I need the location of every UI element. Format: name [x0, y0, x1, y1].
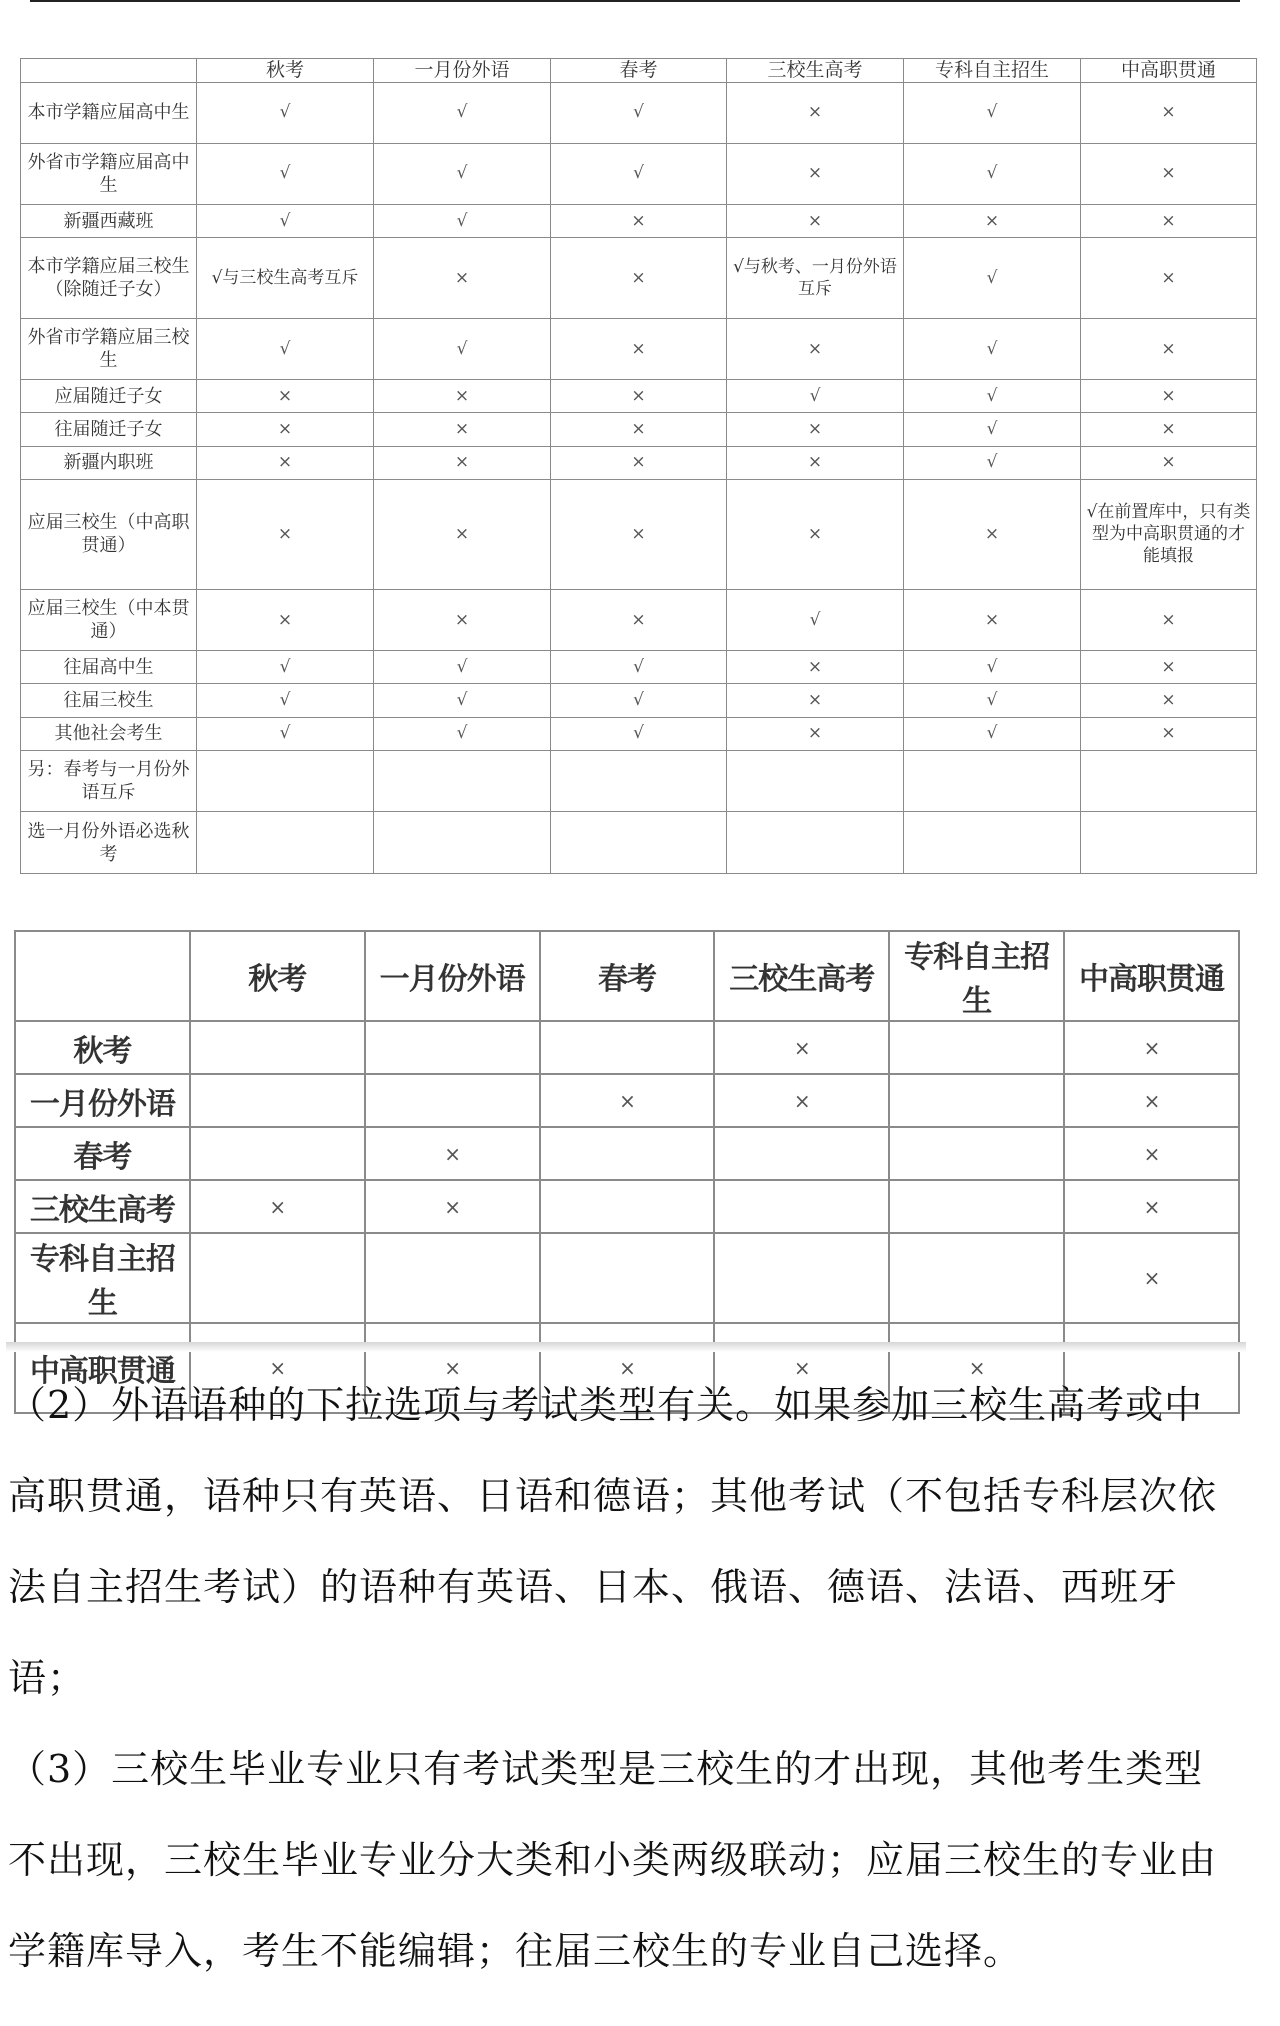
- table-cell: ×: [1081, 651, 1257, 684]
- table-row: [21, 684, 1257, 717]
- table-cell: ×: [1081, 717, 1257, 750]
- row-label: 外省市学籍应届高中生: [21, 143, 197, 205]
- header-cell: 中高职贯通: [1081, 59, 1257, 83]
- table-row: [21, 238, 1257, 318]
- table-cell: [889, 1021, 1064, 1074]
- table-cell: ×: [374, 479, 551, 589]
- table-cell: √: [904, 684, 1081, 717]
- table-cell: [540, 1233, 715, 1323]
- table-cell: [540, 1127, 715, 1180]
- table-cell: √: [374, 205, 551, 238]
- row-label: 应届三校生（中高职贯通）: [21, 479, 197, 589]
- table-cell: √: [374, 143, 551, 205]
- row-label: 另：春考与一月份外语互斥: [21, 750, 197, 812]
- table-cell: ×: [1081, 589, 1257, 651]
- table-cell: √在前置库中，只有类型为中高职贯通的才能填报: [1081, 479, 1257, 589]
- table-cell: [190, 1074, 365, 1127]
- table-row: [21, 651, 1257, 684]
- table-cell: √: [197, 205, 374, 238]
- table-cell: ×: [1081, 143, 1257, 205]
- header-cell: 三校生高考: [727, 59, 904, 83]
- table-cell: [197, 750, 374, 812]
- table-row: [21, 380, 1257, 413]
- table-cell: ×: [551, 238, 727, 318]
- table-cell: ×: [714, 1021, 889, 1074]
- table-cell: ×: [904, 205, 1081, 238]
- table-cell: [889, 1180, 1064, 1233]
- row-label: 应届随迁子女: [21, 380, 197, 413]
- table-cell: √: [197, 318, 374, 380]
- table-cell: ×: [551, 413, 727, 446]
- table-cell: ×: [551, 589, 727, 651]
- table-cell: [540, 1021, 715, 1074]
- table-row: [21, 717, 1257, 750]
- table-row: [21, 205, 1257, 238]
- table-cell: √: [904, 238, 1081, 318]
- table-row: [21, 589, 1257, 651]
- table-cell: [714, 1233, 889, 1323]
- table-cell: ×: [551, 446, 727, 479]
- table-row: [21, 446, 1257, 479]
- table-cell: √: [551, 83, 727, 144]
- table-cell: √: [904, 446, 1081, 479]
- header-cell: [15, 931, 190, 1021]
- table-row: [15, 1074, 1239, 1127]
- table-cell: ×: [714, 1323, 889, 1413]
- table-cell: ×: [190, 1180, 365, 1233]
- row-label: 其他社会考生: [21, 717, 197, 750]
- table-cell: √: [904, 318, 1081, 380]
- table-cell: ×: [1064, 1021, 1239, 1074]
- table-cell: ×: [197, 479, 374, 589]
- table-cell: [190, 1233, 365, 1323]
- table-cell: [904, 812, 1081, 874]
- table-cell: √: [904, 651, 1081, 684]
- table-cell: [540, 1180, 715, 1233]
- table-row: [15, 1127, 1239, 1180]
- table-cell: ×: [714, 1074, 889, 1127]
- table-cell: ×: [727, 479, 904, 589]
- table-cell: [1081, 812, 1257, 874]
- table-cell: ×: [727, 717, 904, 750]
- table-cell: ×: [727, 83, 904, 144]
- table-cell: ×: [197, 380, 374, 413]
- table-cell: ×: [190, 1323, 365, 1413]
- table-cell: [889, 1127, 1064, 1180]
- row-label: 新疆西藏班: [21, 205, 197, 238]
- table-cell: √与三校生高考互斥: [197, 238, 374, 318]
- table-cell: ×: [727, 318, 904, 380]
- table-cell: √: [551, 143, 727, 205]
- table-cell: [714, 1180, 889, 1233]
- row-label: 往届高中生: [21, 651, 197, 684]
- table-cell: √: [551, 651, 727, 684]
- table-cell: √: [727, 380, 904, 413]
- table-cell: ×: [540, 1074, 715, 1127]
- row-label: 选一月份外语必选秋考: [21, 812, 197, 874]
- eligibility-table: [20, 58, 1257, 874]
- table-cell: ×: [727, 143, 904, 205]
- header-cell: 一月份外语: [365, 931, 540, 1021]
- table-cell: ×: [1081, 318, 1257, 380]
- row-label: 应届三校生（中本贯通）: [21, 589, 197, 651]
- table-cell: ×: [727, 651, 904, 684]
- table-cell: √: [197, 83, 374, 144]
- table-cell: ×: [374, 589, 551, 651]
- table-cell: ×: [1081, 446, 1257, 479]
- row-label: 一月份外语: [15, 1074, 190, 1127]
- table-cell: √: [904, 413, 1081, 446]
- table-cell: [727, 750, 904, 812]
- table-cell: √: [374, 318, 551, 380]
- header-cell: 中高职贯通: [1064, 931, 1239, 1021]
- paragraph-language-options: （2）外语语种的下拉选项与考试类型有关。如果参加三校生高考或中高职贯通，语种只有英语、日语和德语；其他考试（不包括专科层次依法自主招生考试）的语种有英语、日本、俄语、德语、法语、西班牙语；: [8, 1383, 1218, 1700]
- row-label: 新疆内职班: [21, 446, 197, 479]
- table-cell: √: [374, 717, 551, 750]
- table-cell: ×: [551, 205, 727, 238]
- table-cell: ×: [374, 446, 551, 479]
- table-cell: √: [197, 143, 374, 205]
- row-label: 外省市学籍应届三校生: [21, 318, 197, 380]
- row-label: 秋考: [15, 1021, 190, 1074]
- table-cell: √: [904, 83, 1081, 144]
- table-cell: [365, 1233, 540, 1323]
- table-cell: ×: [1064, 1074, 1239, 1127]
- paragraph-graduate-major: （3）三校生毕业专业只有考试类型是三校生的才出现，其他考生类型不出现，三校生毕业专业分大类和小类两级联动；应届三校生的专业由学籍库导入，考生不能编辑；往届三校生的专业自己选择。: [8, 1747, 1218, 1973]
- top-rule: [30, 0, 1240, 2]
- table-cell: ×: [727, 413, 904, 446]
- header-cell: [21, 59, 197, 83]
- header-cell: 秋考: [197, 59, 374, 83]
- table-row: [15, 1233, 1239, 1323]
- header-cell: 春考: [551, 59, 727, 83]
- table-cell: ×: [1081, 238, 1257, 318]
- row-label: 三校生高考: [15, 1180, 190, 1233]
- table-cell: [374, 812, 551, 874]
- table-cell: [365, 1074, 540, 1127]
- header-cell: 专科自主招生: [889, 931, 1064, 1021]
- table-cell: √: [904, 717, 1081, 750]
- table-cell: [551, 812, 727, 874]
- table-cell: ×: [365, 1127, 540, 1180]
- table-cell: √: [197, 684, 374, 717]
- table-row: [21, 750, 1257, 812]
- table-cell: √: [551, 684, 727, 717]
- header-cell: 专科自主招生: [904, 59, 1081, 83]
- table-cell: ×: [904, 589, 1081, 651]
- table-cell: ×: [551, 318, 727, 380]
- table-cell: ×: [1081, 205, 1257, 238]
- table-cell: √: [374, 83, 551, 144]
- table-row: [21, 413, 1257, 446]
- table-cell: ×: [889, 1323, 1064, 1413]
- table-cell: ×: [374, 380, 551, 413]
- row-label: 春考: [15, 1127, 190, 1180]
- table-header-row: [15, 931, 1239, 1021]
- table-cell: √: [551, 717, 727, 750]
- row-label: 中高职贯通: [15, 1323, 190, 1413]
- table-cell: ×: [551, 479, 727, 589]
- table-cell: ×: [1064, 1233, 1239, 1323]
- table-cell: ×: [197, 446, 374, 479]
- table-row: [21, 83, 1257, 144]
- table-cell: [889, 1233, 1064, 1323]
- table-cell: [904, 750, 1081, 812]
- table-cell: ×: [1081, 413, 1257, 446]
- table-cell: ×: [365, 1180, 540, 1233]
- header-cell: 春考: [540, 931, 715, 1021]
- table-cell: √: [904, 380, 1081, 413]
- table-cell: [727, 812, 904, 874]
- table-row: [21, 479, 1257, 589]
- row-label: 本市学籍应届高中生: [21, 83, 197, 144]
- table-cell: ×: [1064, 1127, 1239, 1180]
- table-row: [15, 1021, 1239, 1074]
- table-cell: √: [197, 651, 374, 684]
- table-cell: √与秋考、一月份外语互斥: [727, 238, 904, 318]
- table-cell: ×: [1081, 684, 1257, 717]
- table-cell: √: [727, 589, 904, 651]
- table-cell: ×: [540, 1323, 715, 1413]
- table-cell: ×: [727, 446, 904, 479]
- row-label: 往届随迁子女: [21, 413, 197, 446]
- header-cell: 秋考: [190, 931, 365, 1021]
- table-cell: [1081, 750, 1257, 812]
- table-cell: [551, 750, 727, 812]
- table-cell: √: [374, 684, 551, 717]
- table-cell: [365, 1021, 540, 1074]
- table-cell: √: [374, 651, 551, 684]
- table-cell: [190, 1127, 365, 1180]
- header-cell: 三校生高考: [714, 931, 889, 1021]
- table-cell: ×: [1081, 83, 1257, 144]
- row-label: 本市学籍应届三校生（除随迁子女）: [21, 238, 197, 318]
- table-cell: ×: [374, 238, 551, 318]
- table-cell: ×: [727, 205, 904, 238]
- table-shadow: [6, 1342, 1246, 1352]
- table-cell: ×: [1064, 1180, 1239, 1233]
- table-cell: ×: [197, 413, 374, 446]
- row-label: 专科自主招生: [15, 1233, 190, 1323]
- table-cell: ×: [727, 684, 904, 717]
- table-row: [21, 812, 1257, 874]
- table-cell: ×: [904, 479, 1081, 589]
- table-row: [21, 318, 1257, 380]
- table-row: [15, 1180, 1239, 1233]
- header-cell: 一月份外语: [374, 59, 551, 83]
- table-cell: [190, 1021, 365, 1074]
- table-cell: ×: [374, 413, 551, 446]
- table-cell: [374, 750, 551, 812]
- table-cell: ×: [365, 1323, 540, 1413]
- table-cell: [197, 812, 374, 874]
- table-cell: ×: [551, 380, 727, 413]
- table-cell: [889, 1074, 1064, 1127]
- table-cell: √: [197, 717, 374, 750]
- row-label: 往届三校生: [21, 684, 197, 717]
- table-cell: ×: [197, 589, 374, 651]
- table-cell: √: [904, 143, 1081, 205]
- table-row: [21, 143, 1257, 205]
- table-cell: ×: [1081, 380, 1257, 413]
- table-header-row: [21, 59, 1257, 83]
- table-cell: [714, 1127, 889, 1180]
